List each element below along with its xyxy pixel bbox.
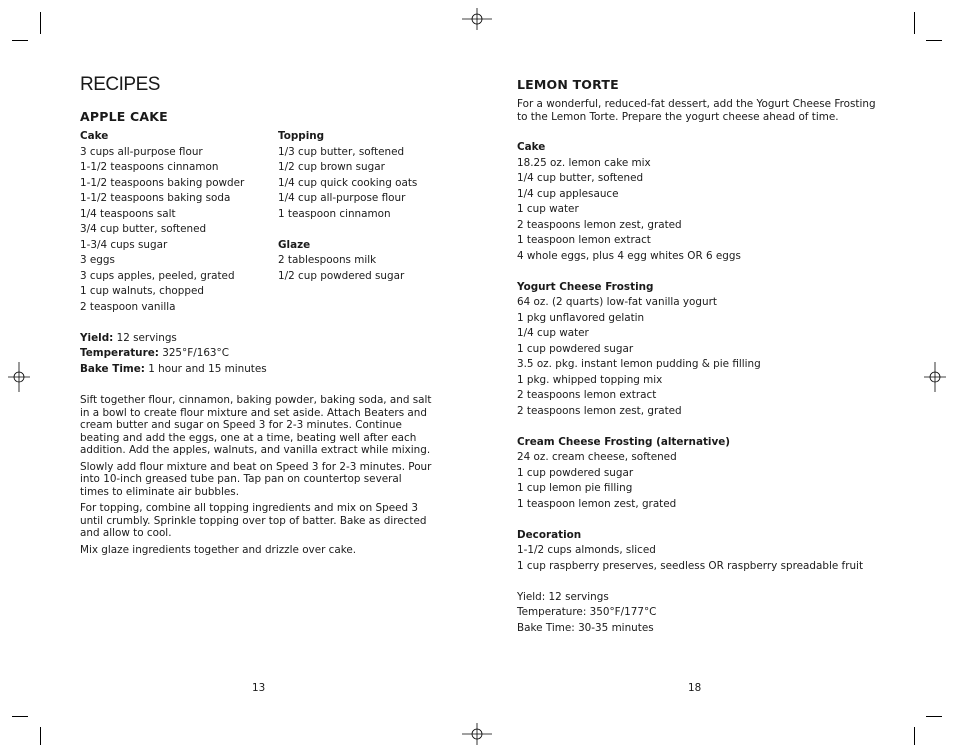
instruction-paragraph: Sift together flour, cinnamon, baking powder, baking soda, and salt in a bowl to create flour mixture and set aside. Attach Beaters and cream butter and sugar on Speed 3 for 2-3 minutes. Continue beating and add the eggs, one at a time, beating well after each addition. Add the apples, walnuts, and vanilla extract while mixing. bbox=[80, 394, 432, 456]
ingredient-item: 4 whole eggs, plus 4 egg whites OR 6 eggs bbox=[517, 249, 741, 262]
ingredient-item: 1/4 cup butter, softened bbox=[517, 172, 644, 184]
ingredient-item: 1 teaspoon lemon extract bbox=[517, 234, 651, 246]
crop-mark bbox=[914, 727, 915, 745]
ingredient-item: 1 teaspoon cinnamon bbox=[278, 207, 391, 220]
registration-mark-icon bbox=[8, 362, 30, 392]
ingredient-item: 2 teaspoons lemon zest, grated bbox=[517, 218, 682, 231]
ingredient-item: 1/2 cup brown sugar bbox=[278, 161, 385, 173]
bake-time-value: 1 hour and 15 minutes bbox=[144, 362, 267, 375]
cream-cheese-frosting-heading: Cream Cheese Frosting (alternative) bbox=[517, 435, 731, 448]
ingredient-item: 24 oz. cream cheese, softened bbox=[517, 451, 677, 463]
cake-heading: Cake bbox=[517, 141, 546, 153]
registration-mark-icon bbox=[462, 8, 492, 30]
ingredient-item: 3/4 cup butter, softened bbox=[80, 223, 207, 235]
bake-time-line bbox=[80, 362, 275, 378]
intro-paragraph: For a wonderful, reduced-fat dessert, add the Yogurt Cheese Frosting to the Lemon Torte. Prepare the yogurt cheese ahead of time. bbox=[517, 98, 876, 123]
crop-mark bbox=[926, 716, 942, 717]
ingredient-item: 3 cups all-purpose flour bbox=[80, 145, 203, 158]
ingredient-item: 1-1/2 cups almonds, sliced bbox=[517, 544, 656, 556]
ingredient-item: 1/2 cup powdered sugar bbox=[278, 269, 405, 282]
yogurt-frosting-heading: Yogurt Cheese Frosting bbox=[517, 280, 654, 293]
ingredient-item: 1 cup raspberry preserves, seedless OR raspberry spreadable fruit bbox=[517, 559, 864, 572]
temperature-line: Temperature: 350°F/177°C bbox=[517, 606, 657, 618]
ingredient-item: 1 pkg unflavored gelatin bbox=[517, 311, 645, 324]
ingredient-item: 1 cup walnuts, chopped bbox=[80, 285, 204, 297]
instruction-paragraph: For topping, combine all topping ingredients and mix on Speed 3 until crumbly. Sprinkle topping over top of batter. Bake as directed and allow to cool. bbox=[80, 502, 427, 539]
ingredient-item: 1/4 cup all-purpose flour bbox=[278, 192, 406, 204]
yield-label: Yield: bbox=[80, 331, 114, 344]
yield-line bbox=[80, 331, 275, 347]
ingredient-item: 2 teaspoons lemon extract bbox=[517, 389, 657, 401]
lemon-torte-intro bbox=[517, 98, 879, 127]
crop-mark bbox=[914, 12, 915, 34]
temperature-label: Temperature: bbox=[80, 347, 159, 359]
ingredient-item: 1 pkg. whipped topping mix bbox=[517, 373, 663, 386]
yield-value: 12 servings bbox=[113, 331, 177, 344]
registration-mark-icon bbox=[462, 723, 492, 745]
apple-cake-instructions bbox=[80, 394, 432, 560]
instruction-paragraph: Mix glaze ingredients together and drizzle over cake. bbox=[80, 543, 357, 556]
bake-time-line: Bake Time: 30-35 minutes bbox=[517, 621, 654, 634]
ingredient-item: 1 cup powdered sugar bbox=[517, 342, 634, 355]
ingredient-item: 1 teaspoon lemon zest, grated bbox=[517, 497, 677, 510]
ingredient-item: 1-3/4 cups sugar bbox=[80, 238, 168, 251]
page-number: 13 bbox=[252, 682, 266, 694]
ingredient-item: 2 teaspoons lemon zest, grated bbox=[517, 404, 682, 417]
ingredient-item: 1-1/2 teaspoons baking powder bbox=[80, 176, 245, 189]
crop-mark bbox=[40, 727, 41, 745]
page-title: RECIPES bbox=[80, 74, 160, 95]
recipe-title: LEMON TORTE bbox=[517, 77, 619, 92]
glaze-heading: Glaze bbox=[278, 238, 311, 251]
ingredient-item: 18.25 oz. lemon cake mix bbox=[517, 156, 651, 169]
ingredient-item: 1 cup water bbox=[517, 203, 579, 215]
ingredient-item: 1/3 cup butter, softened bbox=[278, 145, 405, 158]
ingredient-item: 3 cups apples, peeled, grated bbox=[80, 269, 235, 282]
ingredient-item: 2 teaspoon vanilla bbox=[80, 300, 176, 313]
page-number: 18 bbox=[688, 682, 702, 694]
lemon-torte-ingredients bbox=[517, 140, 897, 636]
ingredient-item: 1/4 teaspoons salt bbox=[80, 207, 176, 220]
recipe-title: APPLE CAKE bbox=[80, 109, 168, 124]
ingredient-item: 1 cup powdered sugar bbox=[517, 466, 634, 479]
bake-time-label: Bake Time: bbox=[80, 362, 145, 375]
crop-mark bbox=[40, 12, 41, 34]
ingredient-item: 64 oz. (2 quarts) low-fat vanilla yogurt bbox=[517, 296, 717, 308]
crop-mark bbox=[12, 40, 28, 41]
temperature-value: 325°F/163°C bbox=[158, 347, 229, 359]
ingredient-item: 1/4 cup water bbox=[517, 327, 589, 339]
apple-cake-ingredients bbox=[80, 129, 275, 377]
ingredient-item: 1/4 cup applesauce bbox=[517, 187, 619, 200]
ingredient-item: 1-1/2 teaspoons cinnamon bbox=[80, 161, 219, 173]
ingredient-item: 3 eggs bbox=[80, 254, 115, 266]
ingredient-item: 3.5 oz. pkg. instant lemon pudding & pie filling bbox=[517, 358, 761, 370]
ingredient-item: 1 cup lemon pie filling bbox=[517, 482, 633, 494]
decoration-heading: Decoration bbox=[517, 528, 582, 541]
ingredient-item: 1/4 cup quick cooking oats bbox=[278, 176, 418, 189]
instruction-paragraph: Slowly add flour mixture and beat on Speed 3 for 2-3 minutes. Pour into 10-inch greased tube pan. Tap pan on countertop several times to eliminate air bubbles. bbox=[80, 460, 432, 498]
temperature-line bbox=[80, 346, 275, 362]
ingredient-item: 1-1/2 teaspoons baking soda bbox=[80, 192, 231, 204]
cake-heading: Cake bbox=[80, 130, 109, 142]
ingredient-item: 2 tablespoons milk bbox=[278, 254, 377, 266]
crop-mark bbox=[926, 40, 942, 41]
topping-glaze-ingredients bbox=[278, 129, 448, 284]
yield-line: Yield: 12 servings bbox=[517, 590, 609, 603]
topping-heading: Topping bbox=[278, 130, 325, 142]
registration-mark-icon bbox=[924, 362, 946, 392]
crop-mark bbox=[12, 716, 28, 717]
